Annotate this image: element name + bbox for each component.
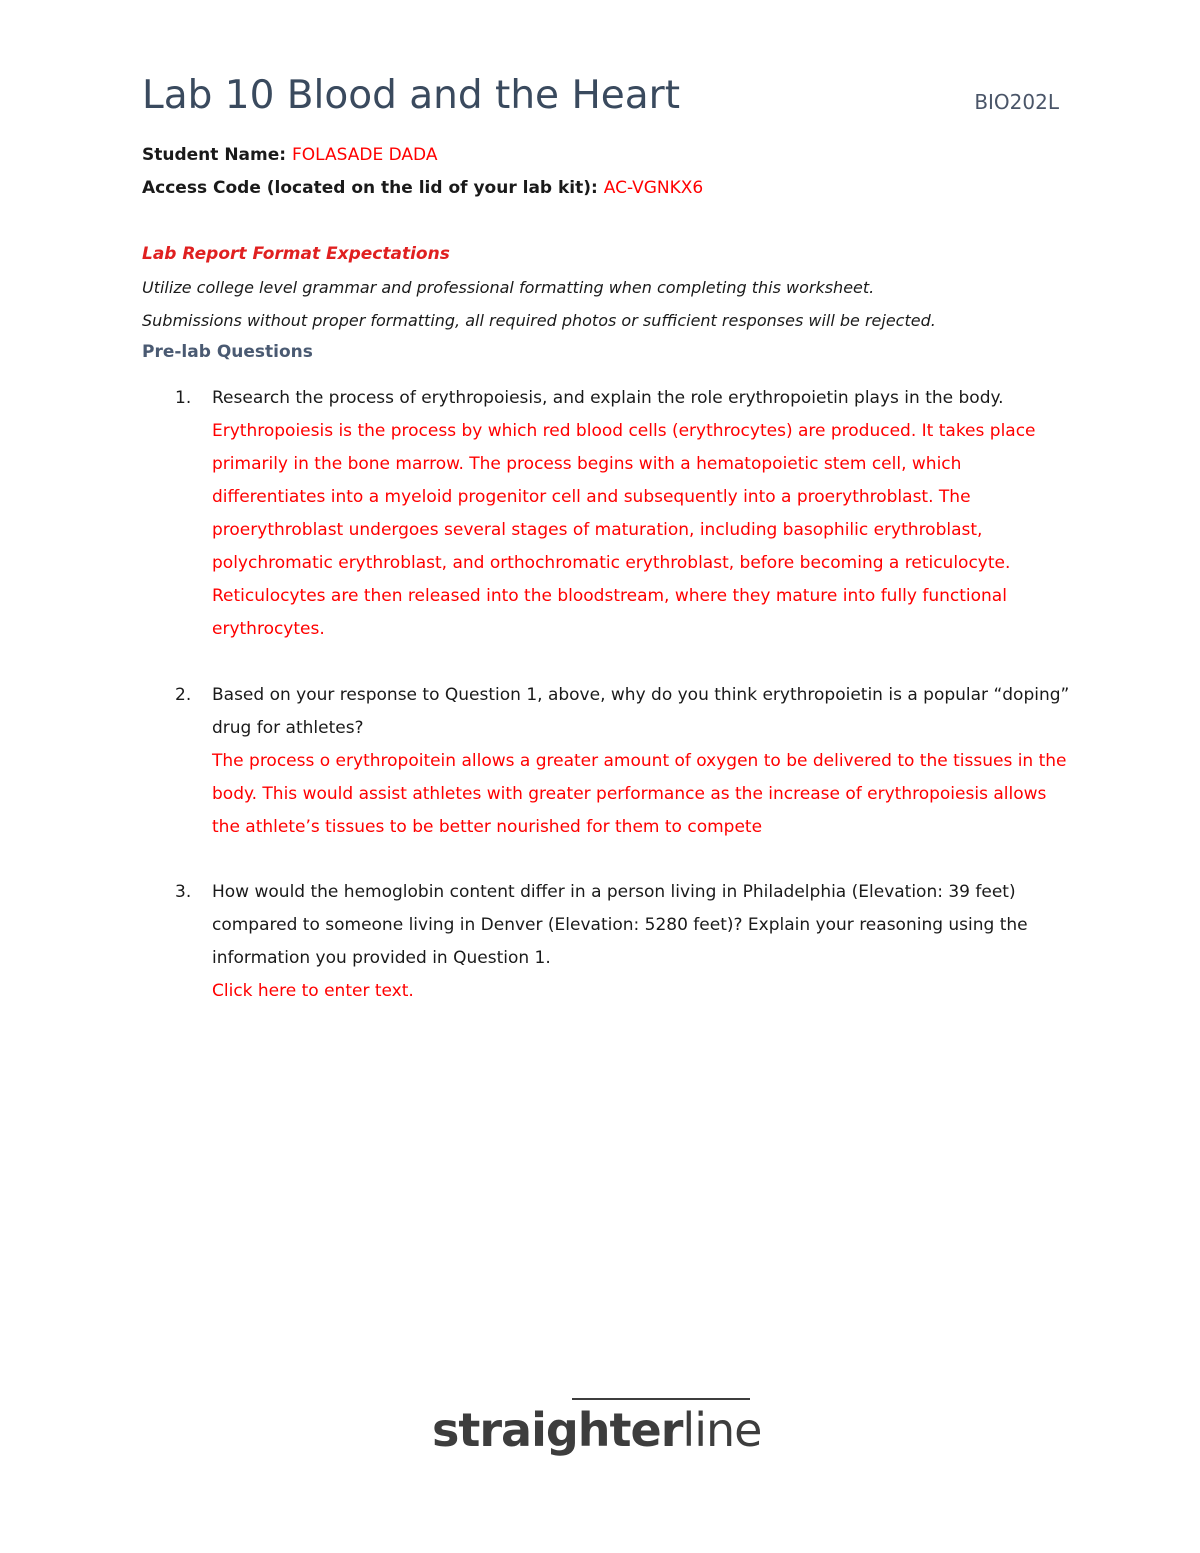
logo-rule [572, 1398, 750, 1400]
answer-field[interactable]: The process o erythropoitein allows a greater amount of oxygen to be delivered to the tissues in the body. This would assist athletes with greater performance as the increase of erythropoiesis allows the athlete’s tissues to be better nourished for them to compete [212, 751, 1067, 837]
answer-field[interactable]: Click here to enter text. [212, 981, 414, 1001]
access-code-label: Access Code (located on the lid of your lab kit): [142, 178, 604, 198]
page-title: Lab 10 Blood and the Heart [142, 73, 680, 118]
student-name-label: Student Name: [142, 145, 292, 165]
access-code-line [142, 177, 703, 199]
question-text: Based on your response to Question 1, above, why do you think erythropoietin is a popular “doping” drug for athletes? [212, 685, 1070, 738]
question-3 [175, 876, 1075, 1008]
straighterline-logo [432, 1398, 762, 1468]
question-text: How would the hemoglobin content differ in a person living in Philadelphia (Elevation: 39 feet) compared to someone living in Denver (Elevation: 5280 feet)? Explain your reasoning using the information you provided in Question 1. [212, 882, 1028, 968]
course-code: BIO202L [974, 90, 1059, 114]
question-number: 3. [175, 882, 192, 902]
question-1 [175, 382, 1075, 646]
logo-wordmark [432, 1402, 761, 1458]
student-name-value[interactable]: FOLASADE DADA [291, 145, 438, 165]
logo-text-bold: straighter [432, 1403, 683, 1457]
access-code-value[interactable]: AC-VGNKX6 [603, 178, 704, 198]
question-2 [175, 679, 1075, 844]
question-number: 2. [175, 685, 192, 705]
logo-text-light: line [682, 1403, 762, 1457]
answer-field[interactable]: Erythropoiesis is the process by which red blood cells (erythrocytes) are produced. It takes place primarily in the bone marrow. The process begins with a hematopoietic stem cell, which differentiates into a myeloid progenitor cell and subsequently into a proerythroblast. The proerythroblast undergoes several stages of maturation, including basophilic erythroblast, polychromatic erythroblast, and orthochromatic erythroblast, before becoming a reticulocyte. Reticulocytes are then released into the bloodstream, where they mature into fully functional erythrocytes. [212, 421, 1036, 639]
prelab-heading: Pre-lab Questions [142, 342, 313, 362]
format-instruction-1: Utilize college level grammar and professional formatting when completing this worksheet. [142, 278, 875, 297]
student-name-line [142, 144, 437, 166]
question-text: Research the process of erythropoiesis, and explain the role erythropoietin plays in the body. [212, 388, 1004, 408]
format-instruction-2: Submissions without proper formatting, all required photos or sufficient responses will be rejected. [142, 311, 936, 330]
format-expectations-heading: Lab Report Format Expectations [142, 244, 450, 264]
question-number: 1. [175, 388, 192, 408]
